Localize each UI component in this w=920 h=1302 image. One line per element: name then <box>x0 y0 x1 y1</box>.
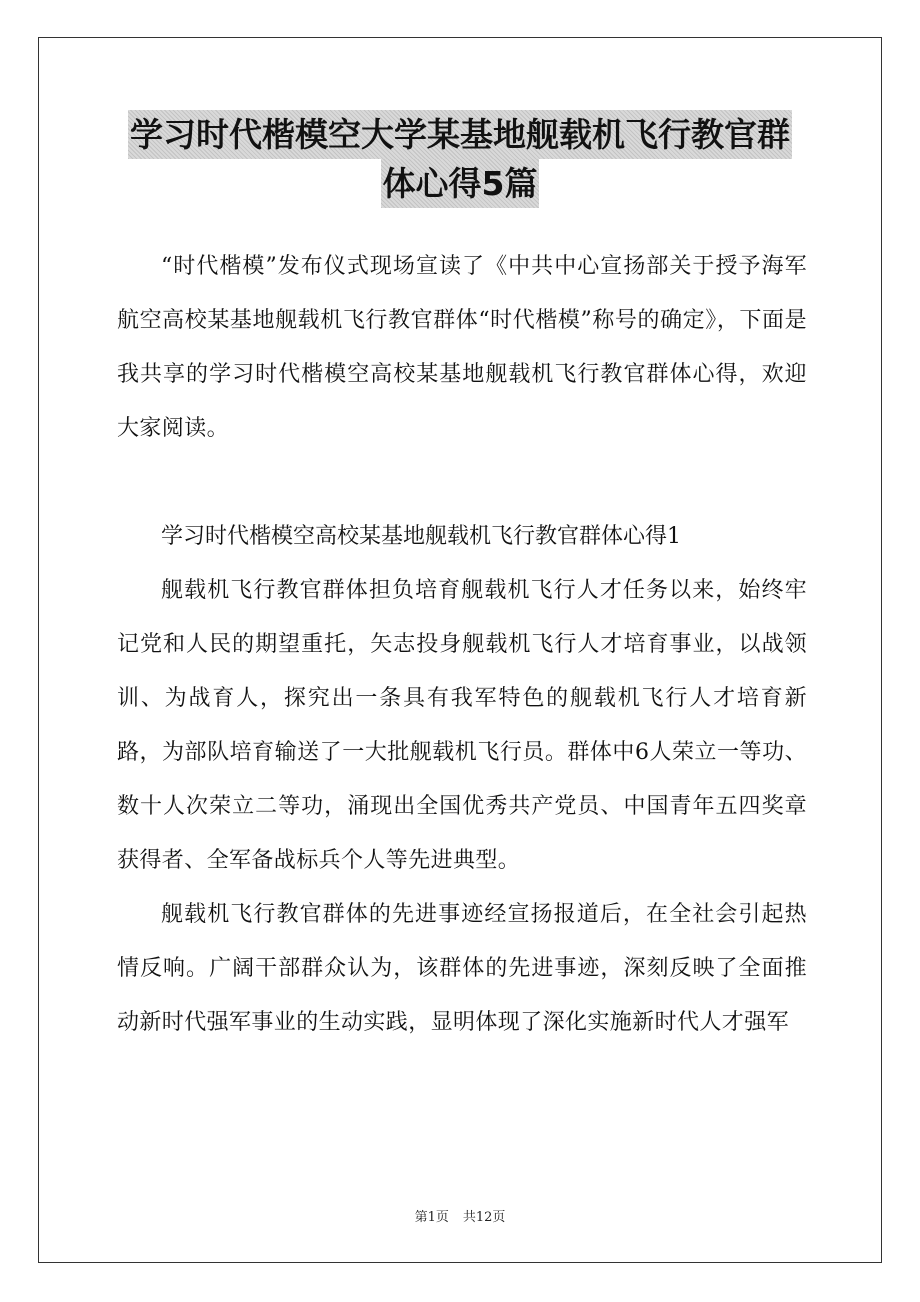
title-line-2: 体心得5篇 <box>381 159 540 208</box>
title-line-1: 学习时代楷模空大学某基地舰载机飞行教官群 <box>128 110 792 159</box>
section-heading: 学习时代楷模空高校某基地舰载机飞行教官群体心得1 <box>161 524 681 549</box>
page-footer <box>0 1206 920 1225</box>
page-number: 第1页 <box>414 1210 449 1225</box>
document-title <box>0 110 920 208</box>
intro-paragraph: “时代楷模”发布仪式现场宣读了《中共中心宣扬部关于授予海军航空高校某基地舰载机飞行教官群体“时代楷模”称号的确定》，下面是我共享的学习时代楷模空高校某基地舰载机飞行教官群体心得，欢迎大家阅读。 <box>117 254 807 441</box>
document-body <box>117 240 807 1050</box>
body-paragraph: 舰载机飞行教官群体的先进事迹经宣扬报道后，在全社会引起热情反响。广阔干部群众认为，该群体的先进事迹，深刻反映了全面推动新时代强军事业的生动实践，显明体现了深化实施新时代人才强军 <box>117 902 807 1035</box>
page-total: 共12页 <box>462 1210 506 1225</box>
body-paragraph: 舰载机飞行教官群体担负培育舰载机飞行人才任务以来，始终牢记党和人民的期望重托，矢志投身舰载机飞行人才培育事业，以战领训、为战育人，探究出一条具有我军特色的舰载机飞行人才培育新路，为部队培育输送了一大批舰载机飞行员。群体中6人荣立一等功、数十人次荣立二等功，涌现出全国优秀共产党员、中国青年五四奖章获得者、全军备战标兵个人等先进典型。 <box>117 578 807 873</box>
